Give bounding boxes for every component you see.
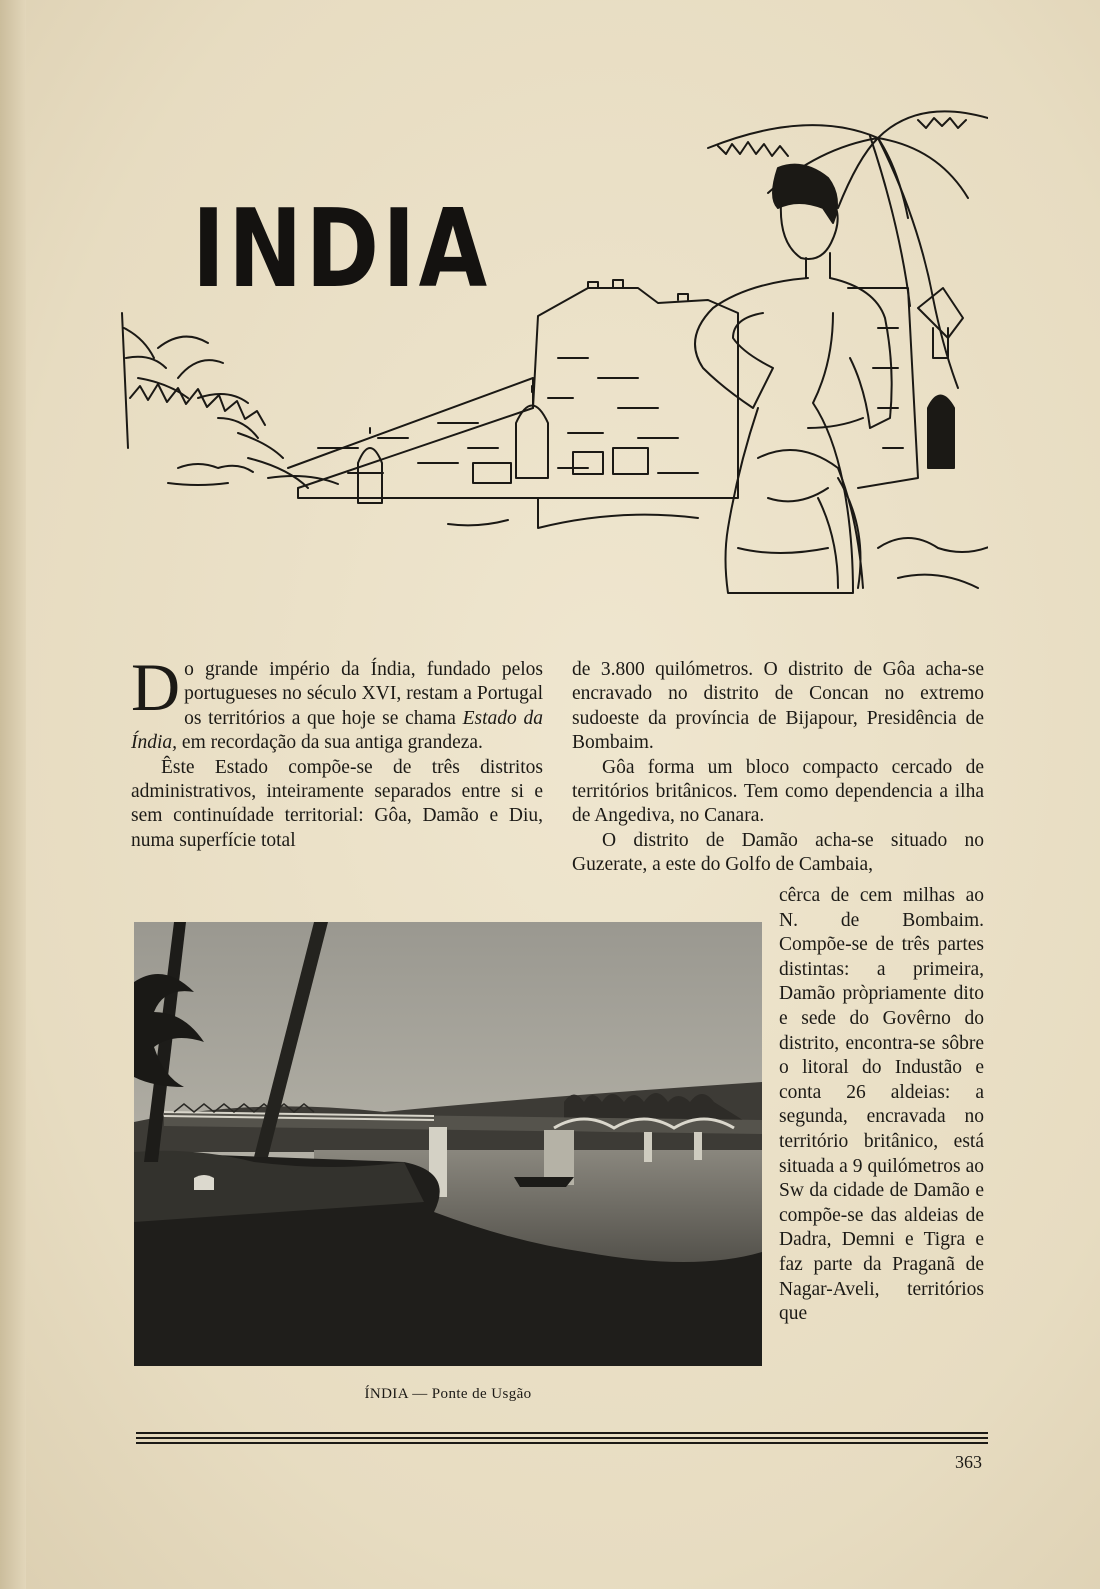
- paragraph-damao: O distrito de Damão acha-se situado no Guzerate, a este do Golfo de Cambaia,: [572, 829, 984, 876]
- divider-rule: [136, 1437, 988, 1439]
- intro-text-italic: Estado da Índia,: [131, 707, 543, 754]
- illustration-woman-and-fortress: [118, 78, 988, 608]
- paragraph-goa: Gôa forma um bloco compacto cercado de territórios britânicos. Tem como dependencia a ilha de Angediva, no Canara.: [572, 756, 984, 827]
- article-title: INDIA: [192, 187, 491, 312]
- divider-rule: [136, 1442, 988, 1444]
- intro-paragraph: [131, 649, 543, 756]
- paragraph-districts: Êste Estado compõe-se de três distritos administrativos, inteiramente separados entre si e sem continuídade territorial: Gôa, Damão e Diu, numa superfície total: [131, 756, 543, 851]
- woman-figure-drawing: [695, 165, 892, 593]
- fortress-drawing: [288, 280, 988, 588]
- page-number: 363: [955, 1452, 982, 1472]
- intro-text-end: em recordação da sua antiga grandeza.: [177, 732, 483, 754]
- photo-caption: ÍNDIA — Ponte de Usgão: [364, 1386, 532, 1402]
- text-column-left: [131, 649, 543, 853]
- text-column-right: [572, 658, 984, 878]
- paragraph-damao-continued: cêrca de cem milhas ao N. de Bombaim. Compõe-se de três partes distintas: a primeira, Damão pròpriamente dito e sede do Govêrno do distrito, encontra-se sôbre o litoral do Industão e conta 26 aldeias: a segunda, encravada no território britânico, está situada a 9 quilómetros ao Sw da cidade de Damão e compõe-se das aldeias de Dadra, Demni e Tigra e faz parte da Praganã de Nagar-Aveli, territórios que: [779, 885, 984, 1325]
- drop-cap: D: [131, 649, 181, 725]
- palm-tree-drawing: [708, 111, 988, 388]
- paragraph-area: de 3.800 quilómetros. O distrito de Gôa acha-se encravado no distrito de Concan no extremo sudoeste da província de Bijapour, Presidência de Bombaim.: [572, 659, 984, 754]
- intro-text-start: o grande império da Índia, fundado pelos portugueses no século XVI, restam a Portugal os territórios a que hoje se chama: [184, 659, 543, 729]
- page-spine-shadow: [0, 0, 26, 1589]
- divider-rule: [136, 1432, 988, 1434]
- photo-bridge-usgao: [134, 922, 762, 1366]
- text-column-narrow: [779, 884, 984, 1327]
